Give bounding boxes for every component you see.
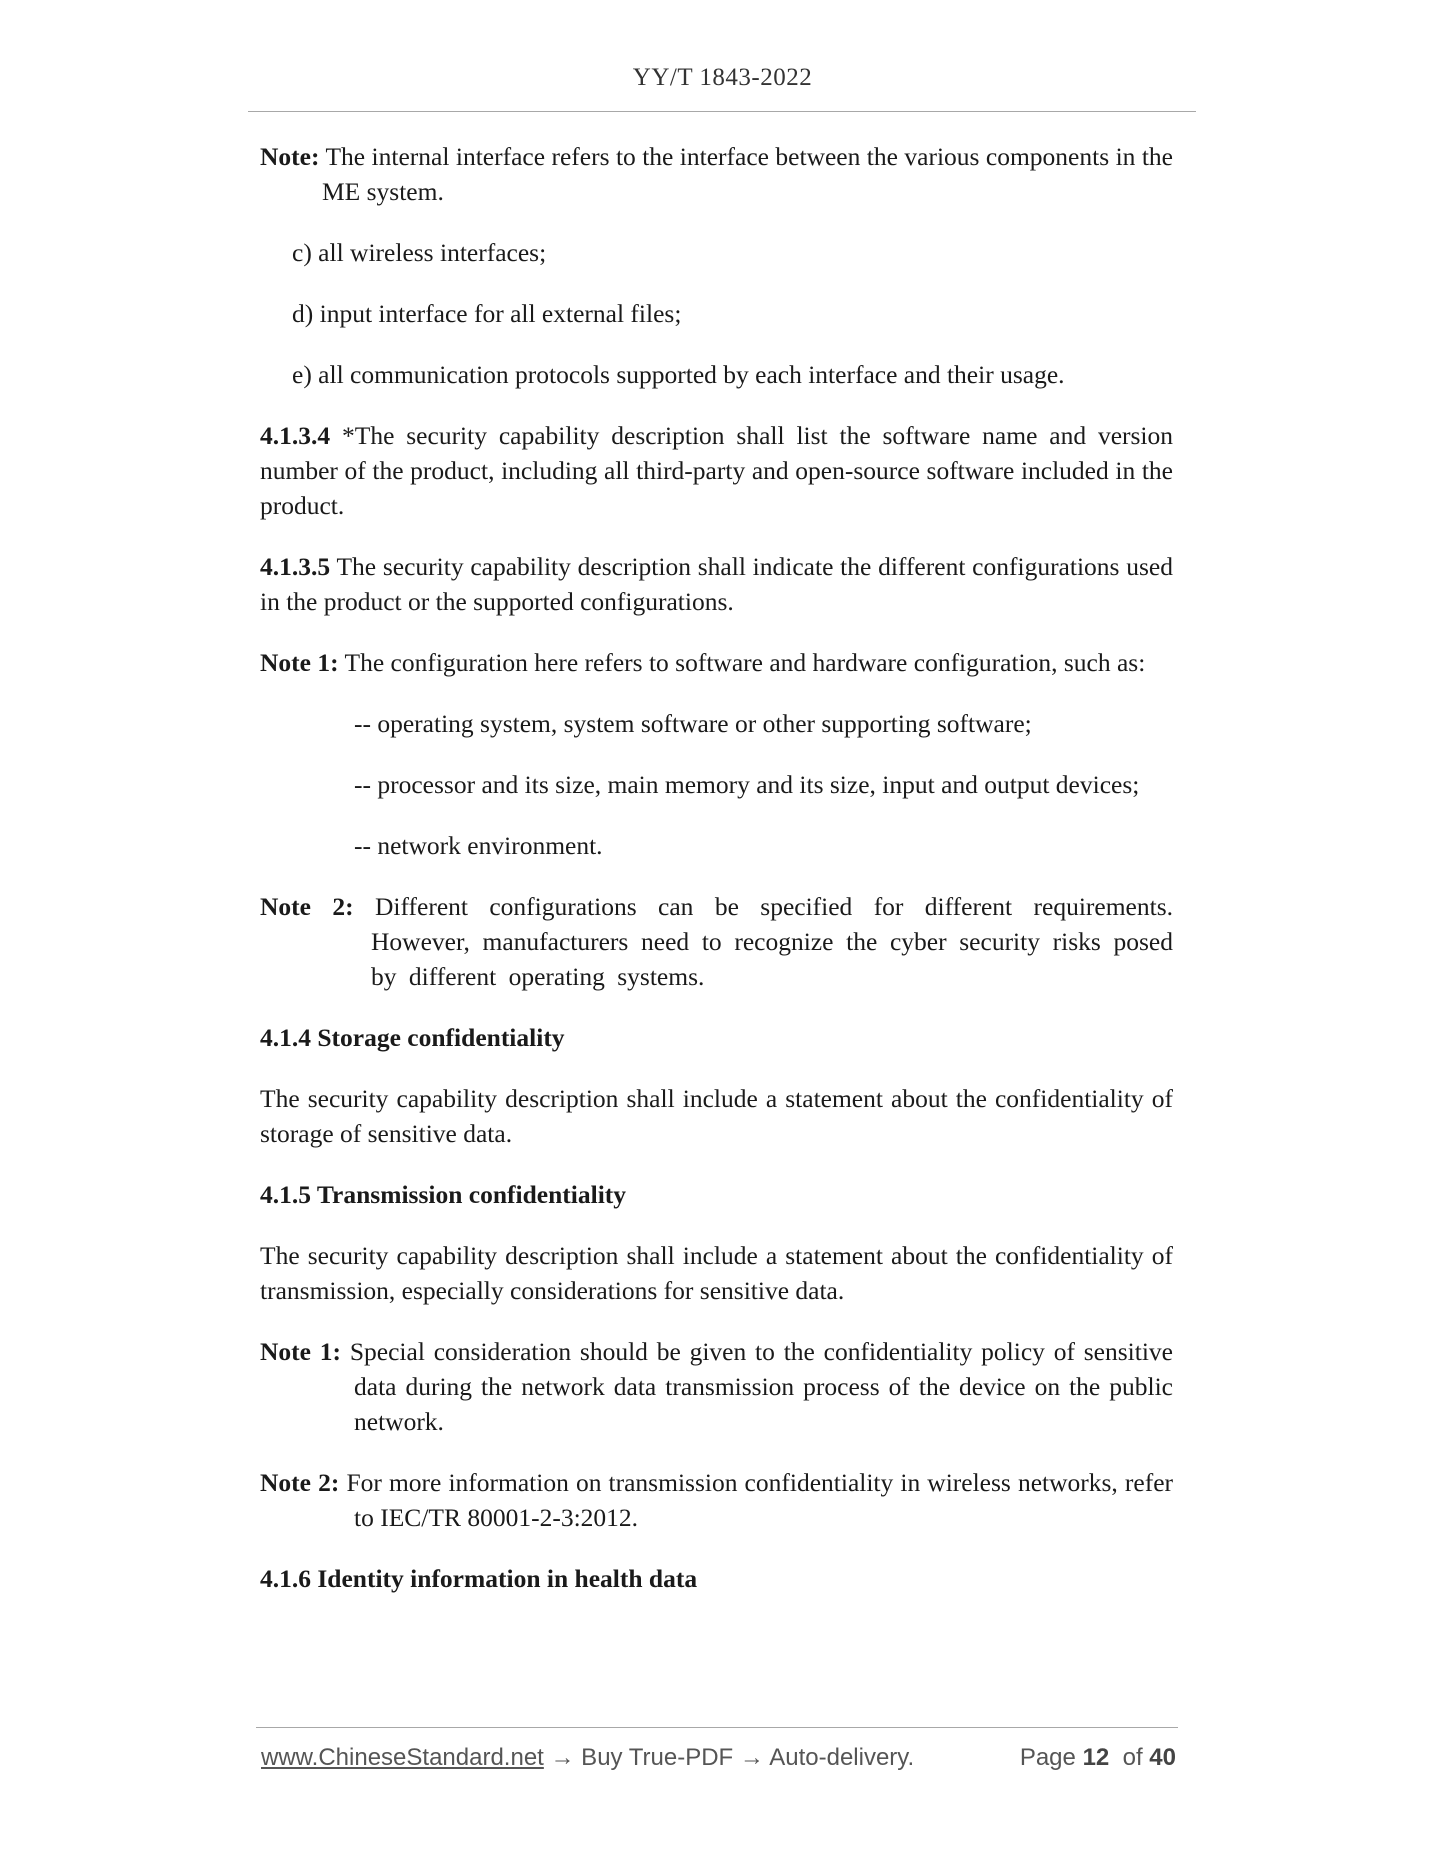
dash-item-processor: -- processor and its size, main memory and its size, input and output devices; [354, 770, 1140, 799]
note-2-transmission [260, 1465, 1173, 1535]
section-heading-4-1-6: 4.1.6 Identity information in health data [260, 1564, 698, 1593]
footer-promo [261, 1744, 914, 1772]
page-footer [261, 1744, 1176, 1772]
dash-item-network: -- network environment. [354, 831, 603, 860]
clause-number: 4.1.3.4 [260, 421, 331, 450]
page-total: 40 [1149, 1744, 1176, 1771]
clause-text: The security capability description shall indicate the different configurations used in the product or the supported configurations. [260, 552, 1173, 616]
list-item-c: c) all wireless interfaces; [292, 238, 547, 267]
note-text: For more information on transmission confidentiality in wireless networks, refer to IEC/TR 80001-2-3:2012. [346, 1468, 1174, 1532]
list-item-e: e) all communication protocols supported by each interface and their usage. [292, 360, 1065, 389]
note-label: Note 2: [260, 892, 354, 921]
page-label: Page [1019, 1744, 1076, 1771]
list-item-d: d) input interface for all external files; [292, 299, 682, 328]
note-text: The internal interface refers to the interface between the various components in the ME system. [322, 142, 1173, 206]
note-label: Note 1: [260, 648, 339, 677]
note-1-transmission [260, 1334, 1173, 1439]
note-label: Note 1: [260, 1337, 342, 1366]
dash-item-operating-system: -- operating system, system software or other supporting software; [354, 709, 1032, 738]
clause-number: 4.1.3.5 [260, 552, 331, 581]
of-label: of [1122, 1744, 1143, 1771]
note-internal-interface [260, 139, 1173, 209]
note-2-configuration [260, 889, 1173, 994]
paragraph-transmission-confidentiality: The security capability description shall include a statement about the confidentiality of transmission, especially considerations for sensitive data. [260, 1241, 1173, 1305]
document-id-header: YY/T 1843-2022 [632, 64, 813, 91]
page-number: 12 [1082, 1744, 1110, 1771]
header-divider [248, 111, 1196, 112]
clause-4-1-3-5 [260, 549, 1173, 619]
note-text: The configuration here refers to software and hardware configuration, such as: [344, 648, 1146, 677]
clause-4-1-3-4 [260, 418, 1173, 523]
clause-text: *The security capability description shall list the software name and version number of the product, including all third-party and open-source software included in the product. [260, 421, 1174, 520]
section-heading-4-1-4: 4.1.4 Storage confidentiality [260, 1023, 565, 1052]
section-heading-4-1-5: 4.1.5 Transmission confidentiality [260, 1180, 627, 1209]
note-label: Note 2: [260, 1468, 340, 1497]
note-text: Different configurations can be specified for different requirements. However, manufacturers need to recognize the cyber security risks posed by different operating systems. [371, 892, 1174, 991]
page-indicator [1020, 1744, 1176, 1772]
footer-divider [256, 1727, 1178, 1728]
promo-text: → Buy True-PDF → Auto-delivery. [543, 1744, 915, 1771]
document-body [260, 139, 1173, 1622]
note-text: Special consideration should be given to the confidentiality policy of sensitive data during the network data transmission process of the device on the public network. [349, 1337, 1173, 1436]
note-label: Note: [260, 142, 320, 171]
paragraph-storage-confidentiality: The security capability description shall include a statement about the confidentiality of storage of sensitive data. [260, 1084, 1173, 1148]
note-1-configuration [260, 645, 1173, 680]
website-link[interactable]: www.ChineseStandard.net [261, 1744, 544, 1771]
